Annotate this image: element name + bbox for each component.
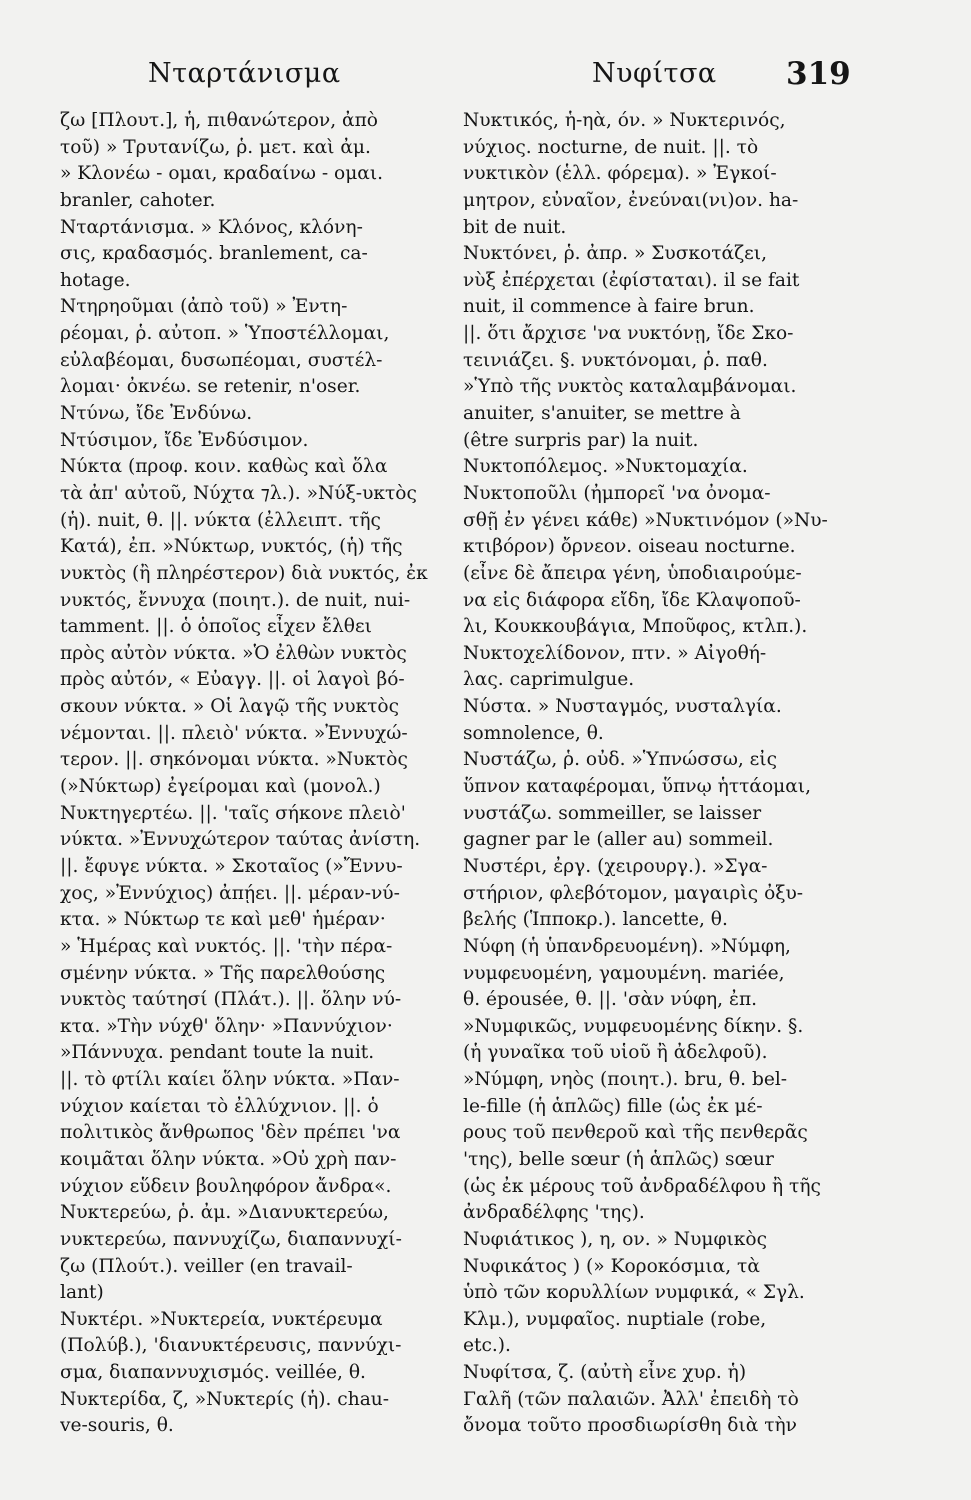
left-column-line: ζω (Πλούτ.). veiller (en travail- — [60, 1255, 353, 1277]
right-column-line: (ὡς ἐκ μέρους τοῦ ἀνδραδέλφου ἢ τῆς — [463, 1175, 821, 1197]
right-column-line: κτιβόρον) ὄρνεον. oiseau nocturne. — [463, 536, 796, 558]
left-column-line: Νυκτερίδα, ζ, »Νυκτερίς (ἡ). chau- — [60, 1388, 390, 1410]
left-column-line: νύχιον εὕδειν βουληφόρον ἄνδρα«. — [60, 1175, 392, 1197]
left-column-line: τοῦ) » Τρυτανίζω, ῥ. μετ. καὶ ἀμ. — [60, 136, 371, 158]
right-column-line: 'της), belle sœur (ἡ ἁπλῶς) sœur — [463, 1148, 774, 1170]
right-column-line: Νυκτικός, ἡ-ηὰ, όν. » Νυκτερινός, — [463, 110, 786, 131]
right-column-line: (être surpris par) la nuit. — [463, 429, 699, 451]
right-column-line: λι, Κουκκουβάγια, Μποῦφος, κτλπ.). — [463, 616, 808, 638]
left-column-line: σμένην νύκτα. » Τῆς παρελθούσης — [60, 962, 386, 984]
left-column-line: κτα. »Τὴν νύχθ' ὅλην· »Παννύχιον· — [60, 1015, 393, 1037]
left-guide-word: Νταρτάνισμα — [148, 58, 341, 89]
left-column-line: κοιμᾶται ὅλην νύκτα. »Οὐ χρὴ παν- — [60, 1148, 397, 1170]
left-column-line: νύχιον καίεται τὸ ἐλλύχνιον. ||. ὁ — [60, 1095, 379, 1117]
right-column-line: (ἡ γυναῖκα τοῦ υἱοῦ ἢ ἀδελφοῦ). — [463, 1042, 768, 1064]
right-column-line: (εἶνε δὲ ἄπειρα γένη, ὑποδιαιρούμε- — [463, 562, 802, 584]
right-column-line: anuiter, s'anuiter, se mettre à — [463, 403, 741, 425]
right-column-line: βελής (Ἱπποκρ.). lancette, θ. — [463, 909, 728, 931]
right-column-line: somnolence, θ. — [463, 722, 604, 744]
left-column-line: σκουν νύκτα. » Οἱ λαγῷ τῆς νυκτὸς — [60, 696, 400, 718]
left-column-line: πρὸς αὐτόν, « Εὐαγγ. ||. οἱ λαγοὶ βό- — [60, 669, 405, 691]
right-column-line: »Νύμφη, νηὸς (ποιητ.). bru, θ. bel- — [463, 1069, 788, 1091]
left-column-line: νυκτός, ἔννυχα (ποιητ.). de nuit, nui- — [60, 589, 411, 611]
right-column-line: ρους τοῦ πενθεροῦ καὶ τῆς πενθερᾶς — [463, 1122, 808, 1144]
right-column-line: Νύστα. » Νυσταγμός, νυσταλγία. — [463, 696, 782, 718]
right-column-line: »Νυμφικῶς, νυμφευομένης δίκην. §. — [463, 1015, 804, 1037]
left-column-line: hotage. — [60, 269, 131, 291]
left-column-line: Νταρτάνισμα. » Κλόνος, κλόνη- — [60, 216, 363, 238]
left-column-line: » Ἡμέρας καὶ νυκτός. ||. 'τὴν πέρα- — [60, 935, 393, 957]
left-column-line: νυκτερεύω, παννυχίζω, διαπαννυχί- — [60, 1228, 402, 1250]
left-column-line: lant) — [60, 1282, 104, 1304]
left-column-line: τερον. ||. σηκόνομαι νύκτα. »Νυκτὸς — [60, 749, 408, 771]
left-column — [60, 108, 460, 1440]
right-column-line: Νυφίτσα, ζ. (αὐτὴ εἶνε χυρ. ἡ) — [463, 1362, 747, 1384]
right-column-line: θ. épousée, θ. ||. 'σὰν νύφη, ἐπ. — [463, 989, 758, 1011]
running-header — [0, 58, 971, 98]
left-column-line: (»Νύκτωρ) ἐγείρομαι καὶ (μονολ.) — [60, 776, 381, 798]
right-column-line: Κλμ.), νυμφαῖος. nuptiale (robe, — [463, 1308, 767, 1330]
right-column-line: νυμφευομένη, γαμουμένη. mariée, — [463, 962, 785, 984]
left-column-line: νύκτα. »Ἐννυχώτερον ταύτας ἀνίστη. — [60, 829, 421, 851]
left-column-line: branler, cahoter. — [60, 189, 216, 211]
right-column-line: Νύφη (ἡ ὑπανδρευομένη). »Νύμφη, — [463, 935, 791, 957]
left-column-line: εὐλαβέομαι, δυσωπέομαι, συστέλ- — [60, 349, 383, 371]
right-column-line: Νυφικάτος ) (» Κοροκόσμια, τὰ — [463, 1255, 760, 1277]
right-column-line: Νυφιάτικος ), η, ον. » Νυμφικὸς — [463, 1228, 767, 1250]
right-column-line: Νυκτόνει, ῥ. ἀπρ. » Συσκοτάζει, — [463, 243, 768, 265]
left-column-line: πρὸς αὐτὸν νύκτα. »Ὁ ἐλθὼν νυκτὸς — [60, 642, 407, 664]
left-column-line: (ἡ). nuit, θ. ||. νύκτα (ἐλλειπτ. τῆς — [60, 509, 381, 531]
right-column-line: Νυκτοπόλεμος. »Νυκτομαχία. — [463, 456, 748, 478]
right-column-line: Νυκτοχελίδονον, πτν. » Αἰγοθή- — [463, 642, 767, 664]
right-column-line: le-fille (ἡ ἁπλῶς) fille (ὡς ἐκ μέ- — [463, 1095, 763, 1117]
left-column-line: πολιτικὸς ἄνθρωπος 'δὲν πρέπει 'να — [60, 1122, 401, 1144]
left-column-line: ζω [Πλουτ.], ἡ, πιθανώτερον, ἀπὸ — [60, 110, 379, 131]
left-column-line: Νυκτηγερτέω. ||. 'ταῖς σήκονε πλειὸ' — [60, 802, 406, 824]
right-column-line: bit de nuit. — [463, 216, 567, 238]
right-column-line: νύχιος. nocturne, de nuit. ||. τὸ — [463, 136, 759, 158]
right-column-line: ||. ὅτι ἄρχισε 'να νυκτόνῃ, ἴδε Σκο- — [463, 323, 794, 345]
right-column-line: νυστάζω. sommeiller, se laisser — [463, 802, 762, 824]
left-column-line: νυκτὸς ταύτησί (Πλάτ.). ||. ὅλην νύ- — [60, 989, 402, 1011]
left-column-line: tamment. ||. ὁ ὁποῖος εἶχεν ἔλθει — [60, 616, 372, 638]
left-column-line: νυκτὸς (ἢ πληρέστερον) διὰ νυκτός, ἐκ — [60, 562, 428, 584]
right-column-line: λας. caprimulgue. — [463, 669, 635, 691]
right-column-line: nuit, il commence à faire brun. — [463, 296, 755, 318]
right-column-line: νὺξ ἐπέρχεται (ἐφίσταται). il se fait — [463, 269, 800, 291]
page-number: 319 — [786, 56, 851, 92]
right-column-line: Γαλῆ (τῶν παλαιῶν. Ἀλλ' ἐπειδὴ τὸ — [463, 1388, 799, 1410]
right-column — [463, 108, 863, 1440]
left-column-line: σις, κραδασμός. branlement, ca- — [60, 243, 368, 265]
left-column-line: κτα. » Νύκτωρ τε καὶ μεθ' ἡμέραν· — [60, 909, 386, 931]
left-column-line: (Πολύβ.), 'διανυκτέρευσις, παννύχι- — [60, 1335, 402, 1357]
right-column-line: να εἰς διάφορα εἴδη, ἴδε Κλαψοποῦ- — [463, 589, 801, 611]
right-column-line: νυκτικὸν (ἑλλ. φόρεμα). » Ἐγκοί- — [463, 163, 777, 185]
right-column-line: ἀνδραδέλφης 'της). — [463, 1202, 645, 1224]
left-column-line: τὰ ἀπ' αὐτοῦ, Νύχτα ⁊λ.). »Νύξ-υκτὸς — [60, 482, 417, 504]
right-column-line: ὕπνον καταφέρομαι, ὕπνῳ ἡττάομαι, — [463, 776, 811, 798]
left-column-line: νέμονται. ||. πλειὸ' νύκτα. »Ἐννυχώ- — [60, 722, 408, 744]
right-column-line: ὑπὸ τῶν κορυλλίων νυμφικά, « Σγλ. — [463, 1282, 805, 1304]
left-column-line: Ντηρηοῦμαι (ἀπὸ τοῦ) » Ἐντη- — [60, 296, 348, 318]
right-column-line: Νυστέρι, ἐργ. (χειρουργ.). »Σγα- — [463, 855, 768, 877]
right-column-line: τεινιάζει. §. νυκτόνομαι, ῥ. παθ. — [463, 349, 768, 371]
left-column-line: »Πάννυχα. pendant toute la nuit. — [60, 1042, 375, 1064]
left-column-line: Ντύσιμον, ἴδε Ἐνδύσιμον. — [60, 429, 309, 451]
left-column-line: ρέομαι, ῥ. αὐτοπ. » Ὑποστέλλομαι, — [60, 323, 390, 345]
left-column-line: ||. ἔφυγε νύκτα. » Σκοταῖος (»Ἔννυ- — [60, 855, 403, 877]
left-column-line: Νυκτέρι. »Νυκτερεία, νυκτέρευμα — [60, 1308, 383, 1330]
left-column-line: σμα, διαπαννυχισμός. veillée, θ. — [60, 1362, 366, 1384]
left-column-line: ve-souris, θ. — [60, 1415, 174, 1437]
left-column-line: Νυκτερεύω, ῥ. ἀμ. »Διανυκτερεύω, — [60, 1202, 389, 1224]
right-column-line: gagner par le (aller au) sommeil. — [463, 829, 774, 851]
left-column-line: Ντύνω, ἴδε Ἐνδύνω. — [60, 403, 253, 425]
right-column-line: στήριον, φλεβότομον, μαγαιρὶς ὀξυ- — [463, 882, 804, 904]
right-column-line: Νυκτοποῦλι (ἠμπορεῖ 'να ὀνομα- — [463, 482, 771, 504]
left-column-line: » Κλονέω - ομαι, κραδαίνω - ομαι. — [60, 163, 384, 185]
right-column-line: etc.). — [463, 1335, 511, 1357]
left-column-line: ||. τὸ φτίλι καίει ὅλην νύκτα. »Παν- — [60, 1069, 400, 1091]
right-column-line: ὄνομα τοῦτο προσδιωρίσθη διὰ τὴν — [463, 1415, 797, 1437]
left-column-line: Κατά), ἐπ. »Νύκτωρ, νυκτός, (ἡ) τῆς — [60, 536, 403, 558]
right-column-line: σθῇ ἐν γένει κάθε) »Νυκτινόμον (»Νυ- — [463, 509, 828, 531]
right-column-line: »Ὑπὸ τῆς νυκτὸς καταλαμβάνομαι. — [463, 376, 797, 398]
left-column-line: χος, »Ἐννύχιος) ἀπῄει. ||. μέραν-νύ- — [60, 882, 400, 904]
left-column-line: λομαι· ὀκνέω. se retenir, n'oser. — [60, 376, 361, 398]
right-column-line: Νυστάζω, ῥ. οὐδ. »Ὑπνώσσω, εἰς — [463, 749, 778, 771]
right-column-line: μητρον, εὐναῖον, ἐνεύναι(νι)ον. ha- — [463, 189, 799, 211]
right-guide-word: Νυφίτσα — [592, 58, 717, 89]
left-column-line: Νύκτα (προφ. κοιν. καθὼς καὶ ὅλα — [60, 456, 388, 478]
